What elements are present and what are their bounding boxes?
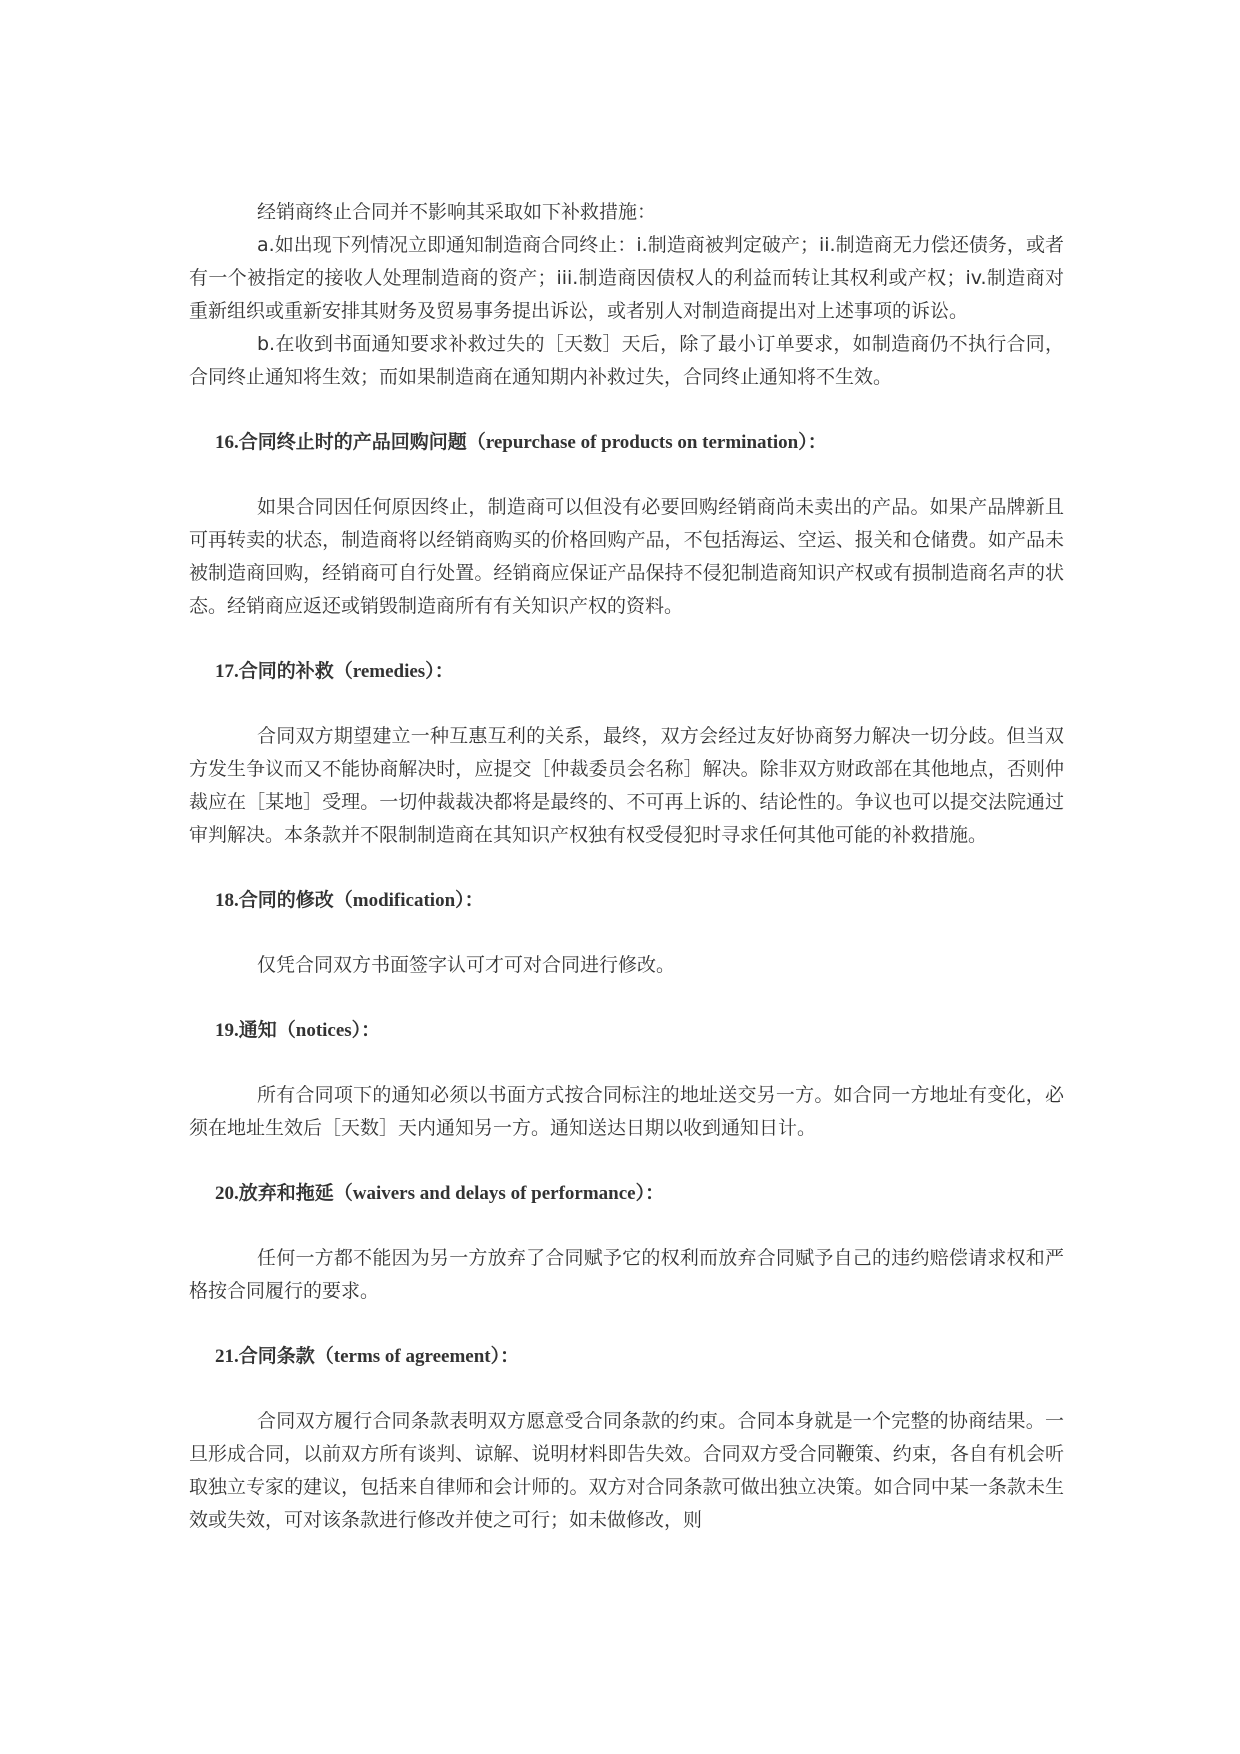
section-19-heading: 19.通知（notices）： xyxy=(215,1020,381,1041)
section-17-paragraph: 合同双方期望建立一种互惠互利的关系，最终，双方会经过友好协商努力解决一切分歧。但当双方发生争议而又不能协商解决时，应提交［仲裁委员会名称］解决。除非双方财政部在其他地点，否则仲裁应在［某地］受理。一切仲裁裁决都将是最终的、不可再上诉的、结论性的。争议也可以提交法院通过审判解决。本条款并不限制制造商在其知识产权独有权受侵犯时寻求任何其他可能的补救措施。 xyxy=(189,725,1064,846)
remedy-b-paragraph: b.在收到书面通知要求补救过失的［天数］天后，除了最小订单要求，如制造商仍不执行合同，合同终止通知将生效；而如果制造商在通知期内补救过失，合同终止通知将不生效。 xyxy=(189,333,1064,388)
section-16-heading: 16.合同终止时的产品回购问题（repurchase of products on termination）： xyxy=(215,432,827,453)
section-21-paragraph: 合同双方履行合同条款表明双方愿意受合同条款的约束。合同本身就是一个完整的协商结果。一旦形成合同，以前双方所有谈判、谅解、说明材料即告失效。合同双方受合同鞭策、约束，各自有机会听取独立专家的建议，包括来自律师和会计师的。双方对合同条款可做出独立决策。如合同中某一条款未生效或失效，可对该条款进行修改并使之可行；如未做修改，则 xyxy=(189,1410,1064,1531)
document-page xyxy=(189,196,1064,1537)
section-17-heading: 17.合同的补救（remedies）： xyxy=(215,661,454,682)
remedy-intro-paragraph: 经销商终止合同并不影响其采取如下补救措施： xyxy=(257,201,657,223)
section-21-heading: 21.合同条款（terms of agreement）： xyxy=(215,1346,520,1367)
remedy-a-paragraph: a.如出现下列情况立即通知制造商合同终止：i.制造商被判定破产；ii.制造商无力偿还债务，或者有一个被指定的接收人处理制造商的资产；iii.制造商因债权人的利益而转让其权利或产权；iv.制造商对重新组织或重新安排其财务及贸易事务提出诉讼，或者别人对制造商提出对上述事项的诉讼。 xyxy=(189,234,1064,322)
section-19-paragraph: 所有合同项下的通知必须以书面方式按合同标注的地址送交另一方。如合同一方地址有变化，必须在地址生效后［天数］天内通知另一方。通知送达日期以收到通知日计。 xyxy=(189,1084,1064,1139)
section-18-paragraph: 仅凭合同双方书面签字认可才可对合同进行修改。 xyxy=(257,954,676,976)
section-16-paragraph: 如果合同因任何原因终止，制造商可以但没有必要回购经销商尚未卖出的产品。如果产品牌新且可再转卖的状态，制造商将以经销商购买的价格回购产品，不包括海运、空运、报关和仓储费。如产品未被制造商回购，经销商可自行处置。经销商应保证产品保持不侵犯制造商知识产权或有损制造商名声的状态。经销商应返还或销毁制造商所有有关知识产权的资料。 xyxy=(189,496,1064,617)
section-18-heading: 18.合同的修改（modification）： xyxy=(215,890,484,911)
section-20-paragraph: 任何一方都不能因为另一方放弃了合同赋予它的权利而放弃合同赋予自己的违约赔偿请求权和严格按合同履行的要求。 xyxy=(189,1247,1064,1302)
section-20-heading: 20.放弃和拖延（waivers and delays of performance）： xyxy=(215,1183,665,1204)
